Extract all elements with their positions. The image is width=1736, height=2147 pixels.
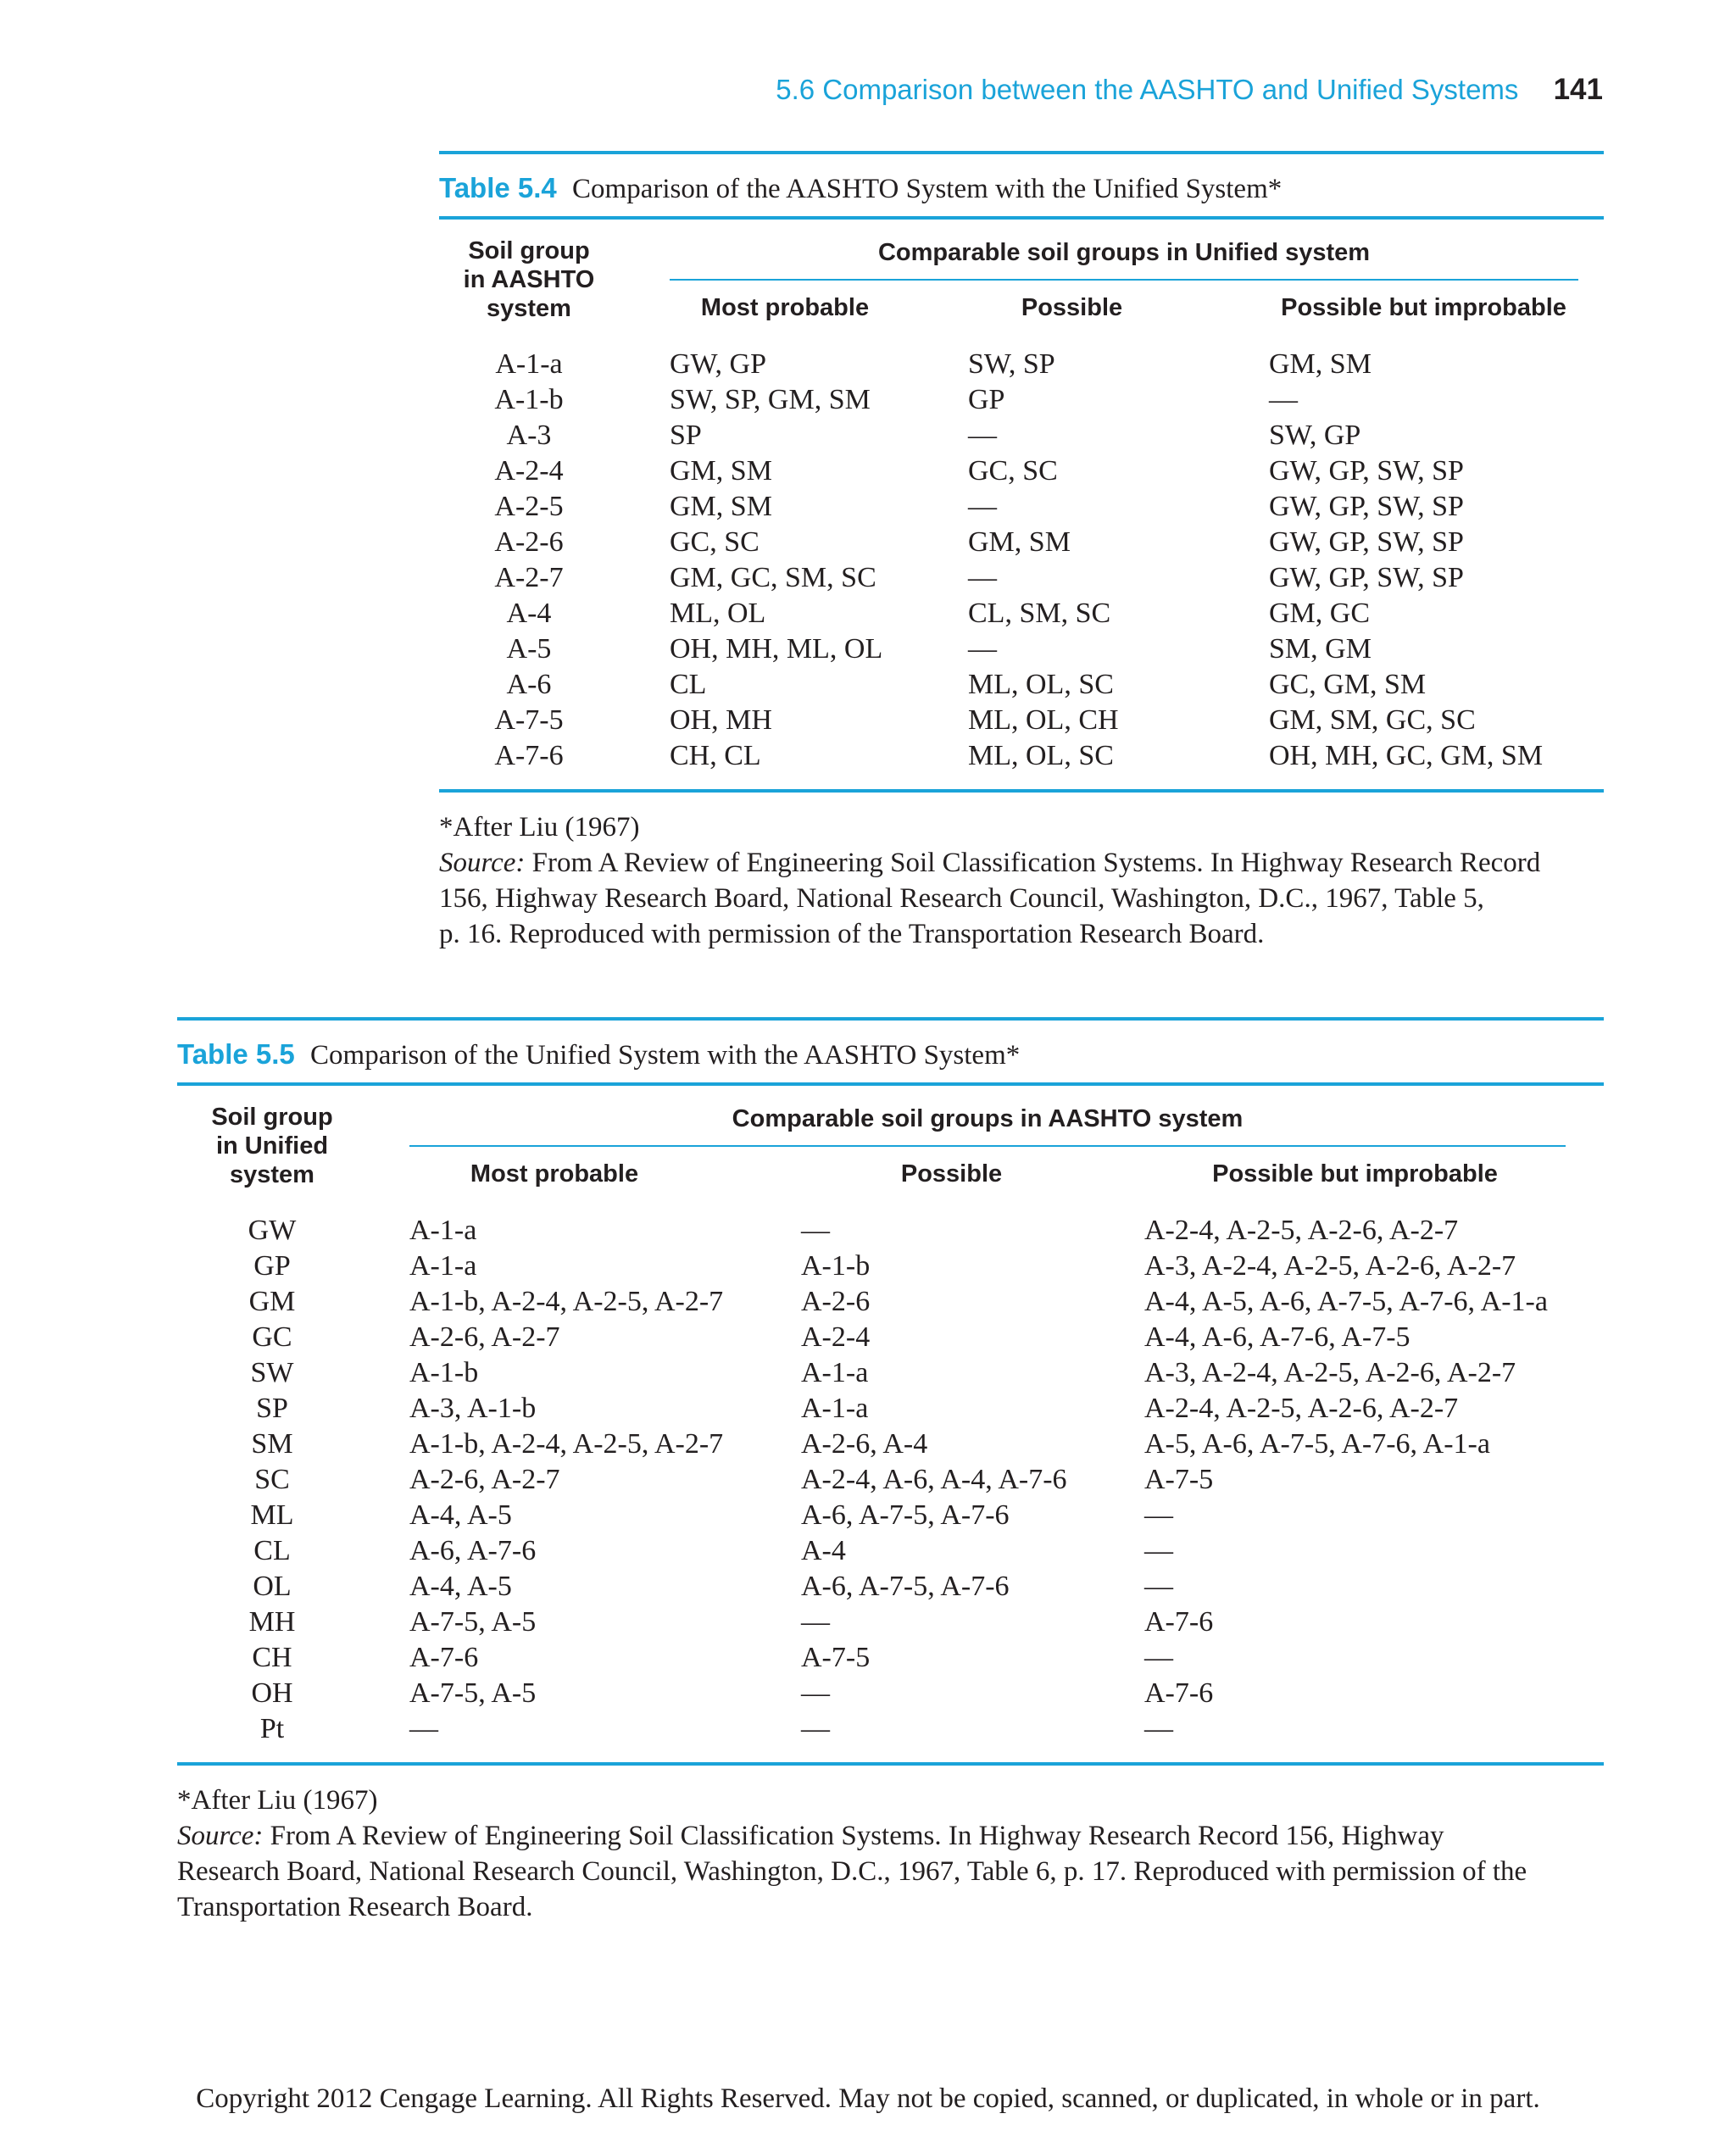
table-row xyxy=(177,1320,1604,1355)
table-cell: ML, OL xyxy=(670,598,766,629)
page-number: 141 xyxy=(1553,73,1603,106)
table-cell: — xyxy=(968,420,997,451)
table-cell: SW, GP xyxy=(1269,420,1361,451)
table-cell: A-3, A-2-4, A-2-5, A-2-6, A-2-7 xyxy=(1144,1357,1516,1388)
table-cell: OH, MH xyxy=(670,704,772,736)
section-title: 5.6 Comparison between the AASHTO and Unified Systems xyxy=(776,74,1519,105)
table-cell: GC, GM, SM xyxy=(1269,669,1427,700)
soil-group-cell: GW xyxy=(248,1215,297,1246)
table-row xyxy=(177,1427,1604,1462)
soil-group-cell: A-2-7 xyxy=(494,562,564,593)
table-cell: A-2-4, A-2-5, A-2-6, A-2-7 xyxy=(1144,1215,1459,1246)
table-cell: GM, GC xyxy=(1269,598,1371,629)
soil-group-cell: CH xyxy=(252,1642,292,1673)
group-header-text: Comparable soil groups in Unified system xyxy=(877,238,1371,266)
table-cell: A-1-b xyxy=(801,1250,871,1282)
table-row xyxy=(177,1462,1604,1498)
table-row xyxy=(439,560,1604,596)
group-underline xyxy=(670,279,1578,281)
table-row xyxy=(439,738,1604,774)
source-label: Source: xyxy=(439,848,526,878)
table-cell: GP xyxy=(968,384,1005,415)
soil-group-cell: OH xyxy=(251,1677,293,1709)
table-title: Comparison of the AASHTO System with the Unified System* xyxy=(572,174,1283,204)
soil-group-cell: A-1-a xyxy=(495,348,563,380)
table-row xyxy=(177,1711,1604,1747)
source-text: From A Review of Engineering Soil Classification Systems. In Highway Research Record 156, Highway xyxy=(270,1821,1444,1851)
table-row xyxy=(177,1605,1604,1640)
table-cell: GW, GP, SW, SP xyxy=(1269,455,1464,487)
soil-group-cell: A-1-b xyxy=(494,384,564,415)
table-cell: A-2-4, A-6, A-4, A-7-6 xyxy=(801,1464,1067,1495)
soil-group-cell: GC xyxy=(252,1321,292,1353)
table-cell: A-4, A-5 xyxy=(409,1571,512,1602)
table-cell: ML, OL, CH xyxy=(968,704,1119,736)
bottom-rule xyxy=(177,1762,1604,1766)
soil-group-cell: Pt xyxy=(259,1713,285,1744)
table-cell: — xyxy=(801,1677,830,1709)
table-cell: A-3, A-2-4, A-2-5, A-2-6, A-2-7 xyxy=(1144,1250,1516,1282)
group-underline xyxy=(409,1145,1566,1147)
header-line: Soil group xyxy=(468,237,590,264)
table-cell: A-4, A-5, A-6, A-7-5, A-7-6, A-1-a xyxy=(1144,1286,1548,1317)
table-cell: GW, GP, SW, SP xyxy=(1269,562,1464,593)
table-cell: A-2-4 xyxy=(801,1321,871,1353)
soil-group-cell: GM xyxy=(248,1286,296,1317)
table-cell: A-6, A-7-5, A-7-6 xyxy=(801,1571,1010,1602)
table-notes xyxy=(439,809,1604,952)
soil-group-cell: MH xyxy=(248,1606,296,1638)
source-line: p. 16. Reproduced with permission of the Transportation Research Board. xyxy=(439,919,1265,949)
table-cell: A-5, A-6, A-7-5, A-7-6, A-1-a xyxy=(1144,1428,1490,1460)
table-cell: — xyxy=(968,633,997,665)
soil-group-cell: A-2-5 xyxy=(494,491,564,522)
table-cell: — xyxy=(409,1713,438,1744)
table-row xyxy=(177,1533,1604,1569)
table-row xyxy=(439,667,1604,703)
footnote: *After Liu (1967) xyxy=(439,812,640,843)
table-cell: — xyxy=(1144,1499,1173,1531)
source-text: From A Review of Engineering Soil Classification Systems. In Highway Research Record xyxy=(531,848,1541,878)
table-cell: A-1-b, A-2-4, A-2-5, A-2-7 xyxy=(409,1428,724,1460)
table-cell: A-7-6 xyxy=(409,1642,479,1673)
table-cell: A-1-b xyxy=(409,1357,479,1388)
table-cell: GM, GC, SM, SC xyxy=(670,562,876,593)
col-header-most-probable: Most probable xyxy=(470,1160,639,1188)
table-5-5-block xyxy=(177,1017,1604,1925)
table-cell: CH, CL xyxy=(670,740,761,771)
table-row xyxy=(177,1391,1604,1427)
table-cell: SP xyxy=(670,420,702,451)
soil-group-cell: A-7-6 xyxy=(494,740,564,771)
table-5-4-block xyxy=(439,151,1604,952)
table-cell: — xyxy=(1144,1713,1173,1744)
soil-group-cell: A-6 xyxy=(506,669,552,700)
header-row-1 xyxy=(177,1086,1604,1159)
table-cell: GM, SM, GC, SC xyxy=(1269,704,1476,736)
table-cell: GW, GP, SW, SP xyxy=(1269,491,1464,522)
table-cell: A-2-4, A-2-5, A-2-6, A-2-7 xyxy=(1144,1393,1459,1424)
table-cell: A-2-6, A-2-7 xyxy=(409,1321,560,1353)
table-cell: A-7-5 xyxy=(1144,1464,1214,1495)
soil-group-cell: A-4 xyxy=(506,598,552,629)
col-header-soil-group xyxy=(177,1086,409,1201)
table-row xyxy=(439,525,1604,560)
table-row xyxy=(439,703,1604,738)
soil-group-cell: SC xyxy=(254,1464,290,1495)
table-cell: A-1-a xyxy=(409,1250,477,1282)
table-cell: GC, SC xyxy=(670,526,760,558)
group-header xyxy=(409,1086,1604,1159)
table-caption xyxy=(177,1021,1604,1082)
table-cell: A-6, A-7-5, A-7-6 xyxy=(801,1499,1010,1531)
table-cell: — xyxy=(1144,1642,1173,1673)
source-label: Source: xyxy=(177,1821,264,1851)
table-cell: ML, OL, SC xyxy=(968,740,1114,771)
table-label: Table 5.5 xyxy=(177,1038,295,1070)
group-header-text: Comparable soil groups in AASHTO system xyxy=(732,1104,1244,1132)
header-line: system xyxy=(487,295,571,322)
col-header-possible-improbable: Possible but improbable xyxy=(1281,293,1566,321)
copyright-notice: Copyright 2012 Cengage Learning. All Rights Reserved. May not be copied, scanned, or duplicated, in whole or in part. xyxy=(196,2083,1540,2114)
table-cell: A-1-a xyxy=(801,1393,869,1424)
soil-group-cell: SP xyxy=(256,1393,288,1424)
table-cell: SW, SP, GM, SM xyxy=(670,384,871,415)
table-row xyxy=(177,1569,1604,1605)
header-line: in Unified xyxy=(215,1132,329,1160)
soil-group-cell: A-7-5 xyxy=(494,704,564,736)
table-cell: A-2-6 xyxy=(801,1286,871,1317)
table-label: Table 5.4 xyxy=(439,172,557,203)
table-cell: — xyxy=(801,1713,830,1744)
table-cell: — xyxy=(801,1215,830,1246)
table-notes xyxy=(177,1783,1604,1925)
table-row xyxy=(439,335,1604,382)
header-line: in AASHTO xyxy=(463,266,595,293)
table-cell: A-1-b, A-2-4, A-2-5, A-2-7 xyxy=(409,1286,724,1317)
table-cell: — xyxy=(968,491,997,522)
table-row xyxy=(439,382,1604,418)
col-header-soil-group xyxy=(439,220,670,335)
col-header-possible: Possible xyxy=(900,1160,1003,1188)
table-cell: A-7-5, A-5 xyxy=(409,1606,537,1638)
table-cell: CL xyxy=(670,669,707,700)
table-row xyxy=(177,1498,1604,1533)
group-header xyxy=(670,220,1604,292)
table-cell: GM, SM xyxy=(670,491,772,522)
table-cell: A-7-6 xyxy=(1144,1677,1214,1709)
table-cell: OH, MH, GC, GM, SM xyxy=(1269,740,1544,771)
table-cell: A-3, A-1-b xyxy=(409,1393,537,1424)
table-cell: GW, GP xyxy=(670,348,766,380)
soil-group-cell: SM xyxy=(251,1428,293,1460)
source-line: Transportation Research Board. xyxy=(177,1892,533,1922)
table-cell: A-2-6, A-2-7 xyxy=(409,1464,560,1495)
footnote: *After Liu (1967) xyxy=(177,1785,378,1816)
table-body xyxy=(177,1201,1604,1747)
table-cell: SM, GM xyxy=(1269,633,1372,665)
table-cell: SW, SP xyxy=(968,348,1055,380)
col-header-most-probable: Most probable xyxy=(700,293,870,321)
soil-group-cell: GP xyxy=(253,1250,291,1282)
table-cell: — xyxy=(801,1606,830,1638)
table-cell: A-4, A-5 xyxy=(409,1499,512,1531)
table-row xyxy=(177,1640,1604,1676)
soil-group-cell: A-2-6 xyxy=(494,526,564,558)
table-body xyxy=(439,335,1604,774)
table-cell: GW, GP, SW, SP xyxy=(1269,526,1464,558)
table-cell: A-4, A-6, A-7-6, A-7-5 xyxy=(1144,1321,1410,1353)
table-cell: A-7-5, A-5 xyxy=(409,1677,537,1709)
table-cell: — xyxy=(1144,1571,1173,1602)
table-row xyxy=(177,1249,1604,1284)
table-cell: OH, MH, ML, OL xyxy=(670,633,883,665)
table-cell: GM, SM xyxy=(968,526,1071,558)
table-caption xyxy=(439,154,1604,216)
table-row xyxy=(439,489,1604,525)
table-cell: A-4 xyxy=(801,1535,846,1566)
table-row xyxy=(177,1201,1604,1249)
table-row xyxy=(177,1676,1604,1711)
soil-group-cell: A-5 xyxy=(506,633,552,665)
table-cell: — xyxy=(968,562,997,593)
table-5-4 xyxy=(439,220,1604,774)
table-cell: — xyxy=(1269,384,1298,415)
soil-group-cell: A-2-4 xyxy=(494,455,564,487)
table-cell: A-6, A-7-6 xyxy=(409,1535,537,1566)
table-title: Comparison of the Unified System with the AASHTO System* xyxy=(310,1040,1021,1071)
table-row xyxy=(439,418,1604,453)
table-cell: GM, SM xyxy=(1269,348,1372,380)
header-line: Soil group xyxy=(211,1104,333,1131)
source-line: 156, Highway Research Board, National Research Council, Washington, D.C., 1967, Table 5, xyxy=(439,883,1484,914)
table-cell: GC, SC xyxy=(968,455,1058,487)
table-row xyxy=(439,453,1604,489)
source-line xyxy=(177,1818,1604,1854)
col-header-possible: Possible xyxy=(1021,293,1123,321)
soil-group-cell: OL xyxy=(253,1571,292,1602)
table-5-5 xyxy=(177,1086,1604,1747)
soil-group-cell: ML xyxy=(250,1499,294,1531)
table-cell: A-1-a xyxy=(801,1357,869,1388)
col-header-possible-improbable: Possible but improbable xyxy=(1212,1160,1498,1188)
table-cell: — xyxy=(1144,1535,1173,1566)
table-cell: A-7-5 xyxy=(801,1642,871,1673)
table-row xyxy=(177,1284,1604,1320)
table-cell: CL, SM, SC xyxy=(968,598,1111,629)
table-cell: A-7-6 xyxy=(1144,1606,1214,1638)
header-line: system xyxy=(230,1161,314,1188)
bottom-rule xyxy=(439,789,1604,793)
soil-group-cell: CL xyxy=(253,1535,291,1566)
table-cell: A-1-a xyxy=(409,1215,477,1246)
soil-group-cell: A-3 xyxy=(506,420,552,451)
soil-group-cell: SW xyxy=(250,1357,294,1388)
table-cell: A-2-6, A-4 xyxy=(801,1428,928,1460)
table-row xyxy=(177,1355,1604,1391)
source-line xyxy=(439,845,1604,881)
table-row xyxy=(439,596,1604,631)
table-cell: GM, SM xyxy=(670,455,772,487)
header-row-1 xyxy=(439,220,1604,292)
table-cell: ML, OL, SC xyxy=(968,669,1114,700)
source-line: Research Board, National Research Council, Washington, D.C., 1967, Table 6, p. 17. Reproduced with permission of the xyxy=(177,1856,1527,1887)
table-row xyxy=(439,631,1604,667)
running-head xyxy=(776,73,1603,107)
